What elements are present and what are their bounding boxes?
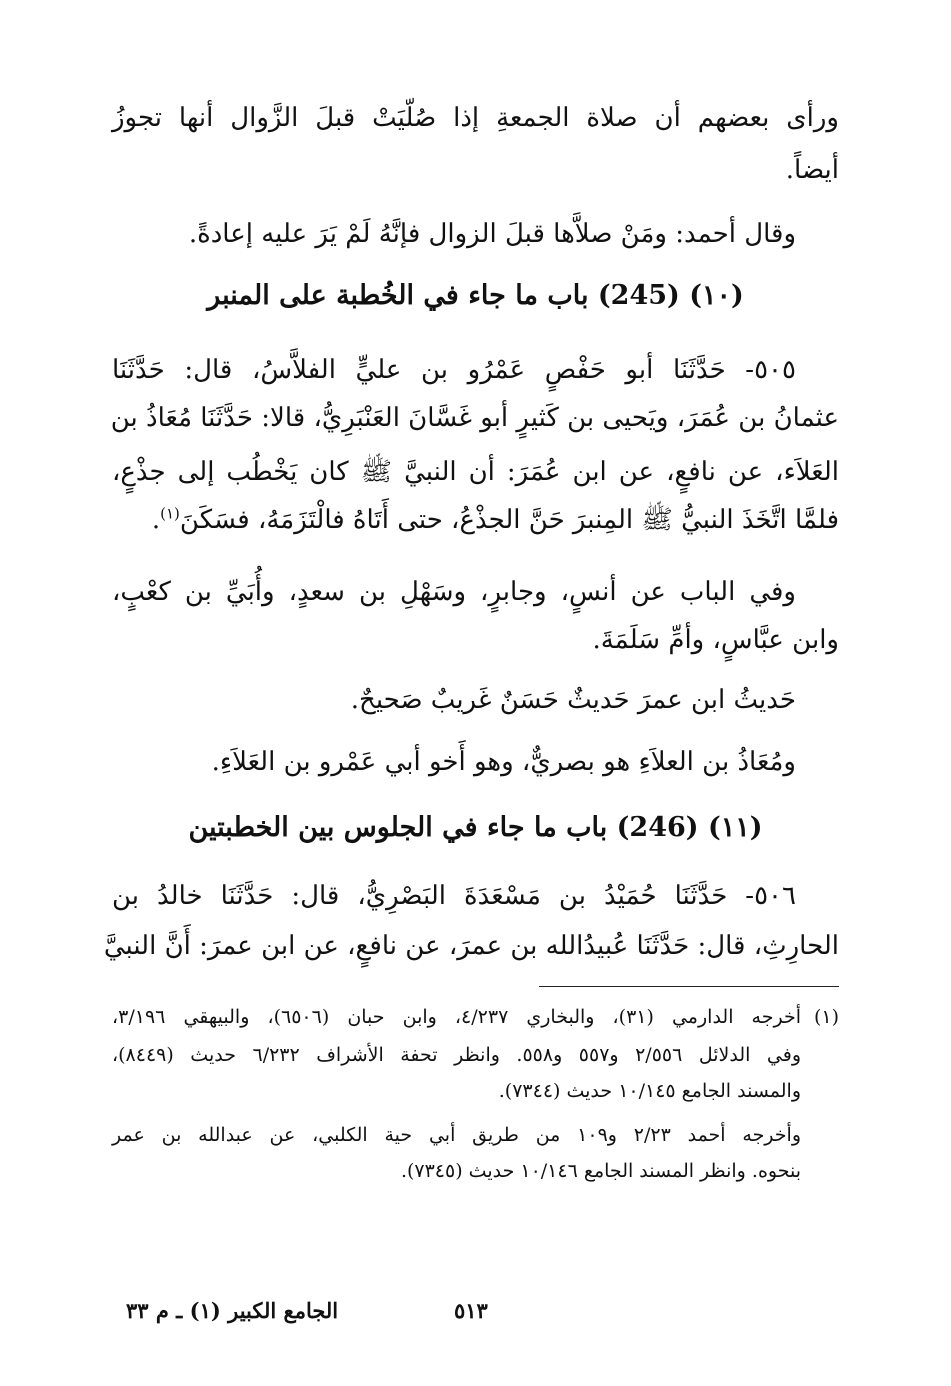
footnote-line bbox=[112, 1000, 839, 1034]
footnote-line: وفي الدلائل ٢/٥٥٦ و٥٥٧ و٥٥٨. وانظر تحفة الأشراف ٦/٢٣٢ حديث (٨٤٤٩)، bbox=[112, 1044, 801, 1066]
paragraph-line: ومُعَاذُ بن العلاَءِ هو بصريٌّ، وهو أَخو أبي عَمْرو بن العَلاَءِ. bbox=[211, 747, 796, 777]
hadith-text: فلمَّا اتَّخَذَ النبيُّ ﷺ المِنبرَ حَنَّ الجذْعُ، حتى أَتَاهُ فالْتَزَمَهُ، فسَكَنَ bbox=[179, 505, 839, 535]
paragraph-line: ورأى بعضهم أن صلاة الجمعةِ إذا صُلّيَتْ قبلَ الزَّوال أنها تجوزُ bbox=[112, 103, 839, 133]
hadith-line: الحارِثِ، قال: حَدَّثَنَا عُبيدُالله بن عمرَ، عن نافعٍ، عن ابن عمرَ: أَنَّ النبيَّ bbox=[103, 931, 839, 961]
footnote-number: (١) bbox=[813, 1006, 840, 1028]
grading-line: حَديثُ ابن عمرَ حَديثٌ حَسَنٌ غَريبٌ صَحيحٌ. bbox=[350, 685, 796, 715]
hadith-end: . bbox=[151, 505, 161, 535]
paragraph-line: وقال أحمد: ومَنْ صلاَّها قبلَ الزوال فإنَّهُ لَمْ يَرَ عليه إعادةً. bbox=[188, 219, 796, 249]
book-signature: الجامع الكبير (١) ـ م ٣٣ bbox=[126, 1298, 339, 1323]
paragraph-line: وفي الباب عن أنسٍ، وجابرٍ، وسَهْلِ بن سعدٍ، وأُبَيِّ بن كعْبٍ، bbox=[112, 577, 796, 607]
footnote-line: والمسند الجامع ١٠/١٤٥ حديث (٧٣٤٤). bbox=[498, 1080, 801, 1102]
hadith-line: عثمانُ بن عُمَرَ، ويَحيى بن كَثيرٍ أبو غَسَّانَ العَنْبَرِيُّ، قالا: حَدَّثَنَا مُعَاذُ بن bbox=[110, 403, 839, 433]
paragraph-line: وابن عبَّاسٍ، وأمِّ سَلَمَةَ. bbox=[592, 625, 839, 655]
footnote-text: أخرجه الدارمي (٣١)، والبخاري ٤/٢٣٧، وابن حبان (٦٥٠٦)، والبيهقي ٣/١٩٦، bbox=[112, 1006, 802, 1028]
footnote-separator bbox=[539, 986, 839, 987]
paragraph-line: أيضاً. bbox=[785, 155, 839, 185]
page-number: ٥١٣ bbox=[454, 1298, 488, 1323]
footnote-line: بنحوه. وانظر المسند الجامع ١٠/١٤٦ حديث (٧٣٤٥). bbox=[400, 1160, 801, 1182]
hadith-line: ٥٠٦- حَدَّثَنَا حُمَيْدُ بن مَسْعَدَةَ البَصْرِيُّ، قال: حَدَّثَنَا خالدُ بن bbox=[112, 881, 796, 911]
chapter-heading: (١١) (246) باب ما جاء في الجلوس بين الخطبتين bbox=[188, 812, 763, 843]
footnote-marker: (١) bbox=[160, 504, 180, 523]
chapter-heading: (١٠) (245) باب ما جاء في الخُطبة على المنبر bbox=[207, 280, 744, 311]
footnote-line: وأخرجه أحمد ٢/٢٣ و١٠٩ من طريق أبي حية الكلبي، عن عبدالله بن عمر bbox=[112, 1124, 801, 1146]
hadith-line: العَلاَء، عن نافعٍ، عن ابن عُمَرَ: أن النبيَّ ﷺ كان يَخْطُب إلى جذْعٍ، bbox=[112, 457, 839, 487]
hadith-line: ٥٠٥- حَدَّثَنَا أبو حَفْصٍ عَمْرُو بن عليٍّ الفلاَّسُ، قال: حَدَّثَنَا bbox=[112, 355, 796, 385]
hadith-line bbox=[112, 500, 839, 540]
